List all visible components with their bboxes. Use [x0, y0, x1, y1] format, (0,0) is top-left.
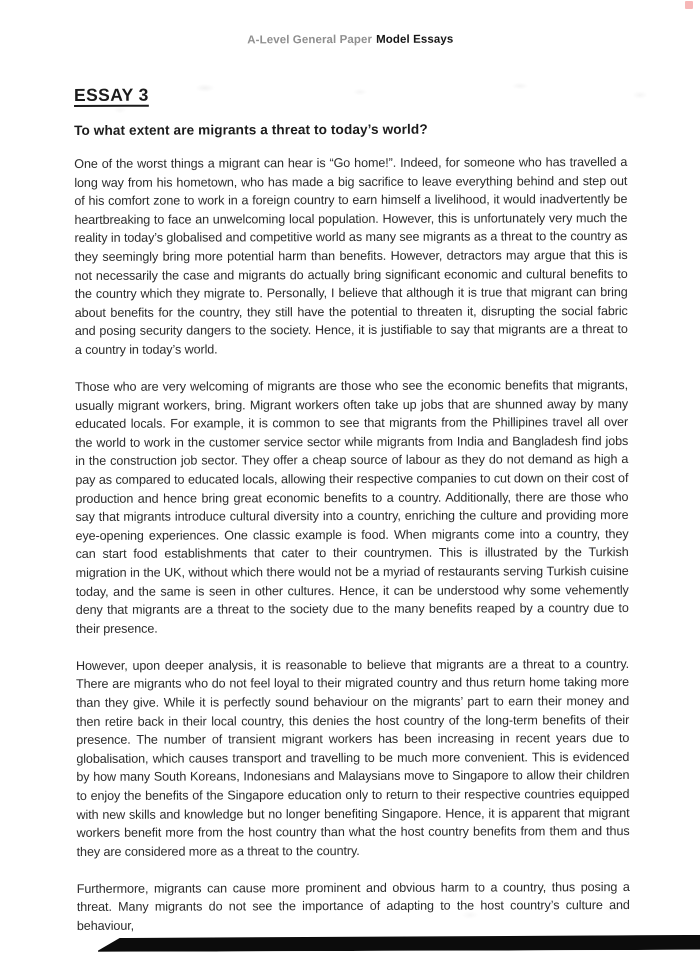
paragraph-2: Those who are very welcoming of migrants are those who see the economic benefits that migrants, usually migrant workers, bring. Migrant workers often take up jobs that are shunned away by many educated locals. For example, it is common to see that migrants from the Phillipines travel all over the world to work in the customer service sector while migrants from India and Bangladesh find jobs in the construction job sector. They offer a cheap source of labour as they do not demand as high a pay as compared to educated locals, allowing their respective companies to cut down on their cost of production and hence bring great economic benefits to a country. Additionally, there are those who say that migrants introduce cultural diversity into a country, enriching the culture and providing more eye-opening experiences. One classic example is food. When migrants come into a country, they can start food establishments that cater to their countrymen. This is illustrated by the Turkish migration in the UK, without which there would not be a myriad of restaurants serving Turkish cuisine today, and the same is seen in other cultures. Hence, it can be understood why some vehemently deny that migrants are a threat to the society due to the many benefits reaped by a country due to their presence.	[74, 378, 629, 636]
essay-body	[74, 153, 630, 936]
paragraph-1: One of the worst things a migrant can hear is “Go home!”. Indeed, for someone who has travelled a long way from his hometown, who has made a big sacrifice to leave everything behind and step out of his comfort zone to work in a foreign country to earn himself a livelihood, it would inadvertently be heartbreaking to face an unwelcoming local population. However, this is unfortunately very much the reality in today’s globalised and competitive world as many see migrants as a threat to the country as they seemingly bring more potential harm than benefits. However, detractors may argue that this is not necessarily the case and migrants do actually bring significant economic and cultural benefits to the country which they migrate to. Personally, I believe that although it is true that migrant can bring about benefits for the country, they still have the potential to threaten it, disrupting the social fabric and posing security dangers to the society. Hence, it is justifiable to say that migrants are a threat to a country in today’s world.	[74, 155, 628, 357]
header-series-label: A-Level General Paper	[247, 33, 373, 47]
essay-question-title: To what extent are migrants a threat to today’s world?	[74, 121, 428, 138]
red-scan-mark	[685, 1, 693, 9]
header-book-title: Model Essays	[376, 33, 454, 46]
paragraph-3: However, upon deeper analysis, it is reasonable to believe that migrants are a threat to a country. There are migrants who do not feel loyal to their migrated country and thus return home taking more than they give. While it is perfectly sound behaviour on the migrants’ part to earn their money and then retire back in their local country, this denies the host country of the long-term benefits of their presence. The number of transient migrant workers has been increasing in recent years due to globalisation, which causes transport and travelling to be much more convenient. This is evidenced by how many South Koreans, Indonesians and Malaysians move to Singapore to allow their children to enjoy the benefits of the Singapore education only to return to their respective countries equipped with new skills and knowledge but no longer benefiting Singapore. Hence, it is apparent that migrant workers benefit more from the host country than what the host country benefits from them and thus they are considered more as a threat to the country.	[75, 656, 630, 859]
page-header	[74, 33, 627, 47]
essay-heading: ESSAY 3	[73, 84, 149, 105]
scan-edge-artifact	[98, 935, 700, 952]
paragraph-4: Furthermore, migrants can cause more prominent and obvious harm to a country, thus posing a threat. Many migrants do not see the importance of adapting to the host country’s culture and behaviour,	[76, 879, 630, 934]
